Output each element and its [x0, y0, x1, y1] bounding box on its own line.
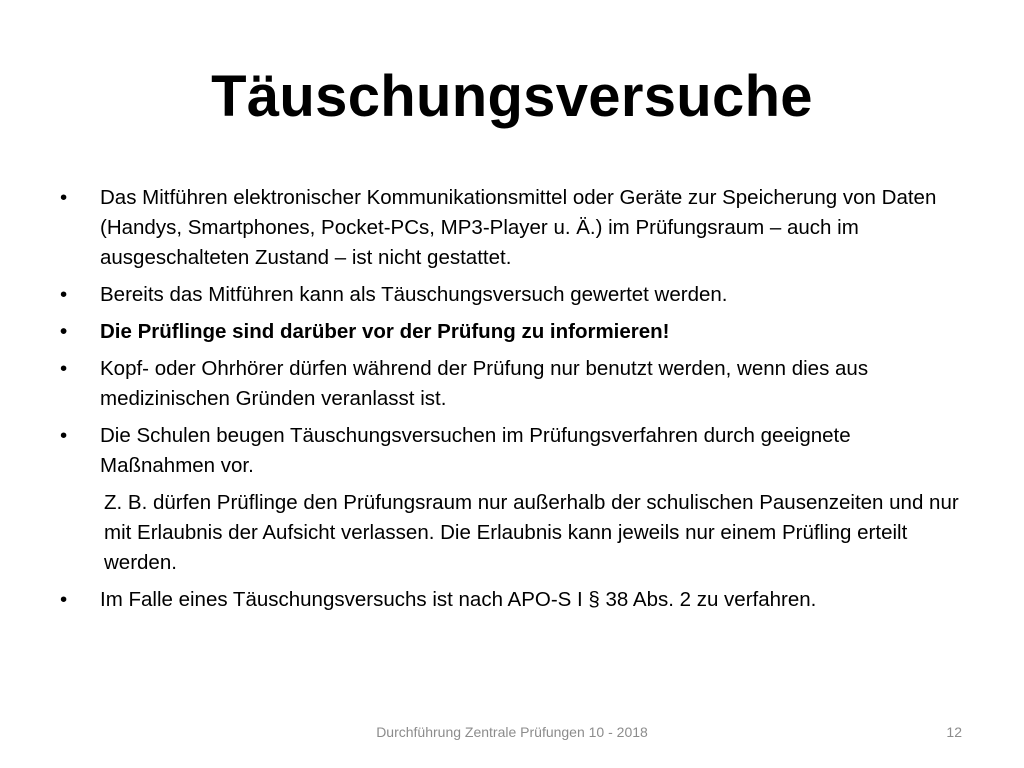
list-item [60, 183, 960, 273]
bullet-icon: • [60, 283, 68, 306]
slide-title: Täuschungsversuche [211, 64, 813, 129]
list-item-text: Das Mitführen elektronischer Kommunikationsmittel oder Geräte zur Speicherung von Daten (Handys, Smartphones, Pocket-PCs, MP3-Player u. Ä.) im Prüfungsraum – auch im ausgeschalteten Zustand – ist nicht gestattet. [100, 186, 937, 269]
list-item [60, 421, 960, 481]
list-item-emphasized [60, 317, 960, 347]
footer-text: Durchführung Zentrale Prüfungen 10 - 2018 [376, 724, 648, 740]
bullet-icon: • [60, 357, 68, 380]
bullet-icon: • [60, 186, 68, 209]
list-item-text: Die Schulen beugen Täuschungsversuchen im Prüfungsverfahren durch geeignete Maßnahmen vor. [100, 424, 851, 477]
page-number: 12 [946, 724, 962, 740]
list-item-text: Kopf- oder Ohrhörer dürfen während der Prüfung nur benutzt werden, wenn dies aus medizinischen Gründen veranlasst ist. [100, 357, 869, 410]
list-item [60, 280, 960, 310]
list-item-text: Bereits das Mitführen kann als Täuschungsversuch gewertet werden. [100, 283, 728, 306]
list-item-text: Z. B. dürfen Prüflinge den Prüfungsraum nur außerhalb der schulischen Pausenzeiten und nur mit Erlaubnis der Aufsicht verlassen. Die Erlaubnis kann jeweils nur einem Prüfling erteilt werden. [104, 491, 959, 574]
bullet-icon: • [60, 320, 68, 343]
list-item-example [60, 488, 960, 578]
bullet-list [60, 183, 960, 622]
bullet-icon: • [60, 424, 68, 447]
list-item [60, 354, 960, 414]
list-item-text: Die Prüflinge sind darüber vor der Prüfung zu informieren! [100, 320, 670, 343]
list-item-text: Im Falle eines Täuschungsversuchs ist nach APO-S I § 38 Abs. 2 zu verfahren. [100, 588, 817, 611]
bullet-icon: • [60, 588, 68, 611]
list-item [60, 585, 960, 615]
